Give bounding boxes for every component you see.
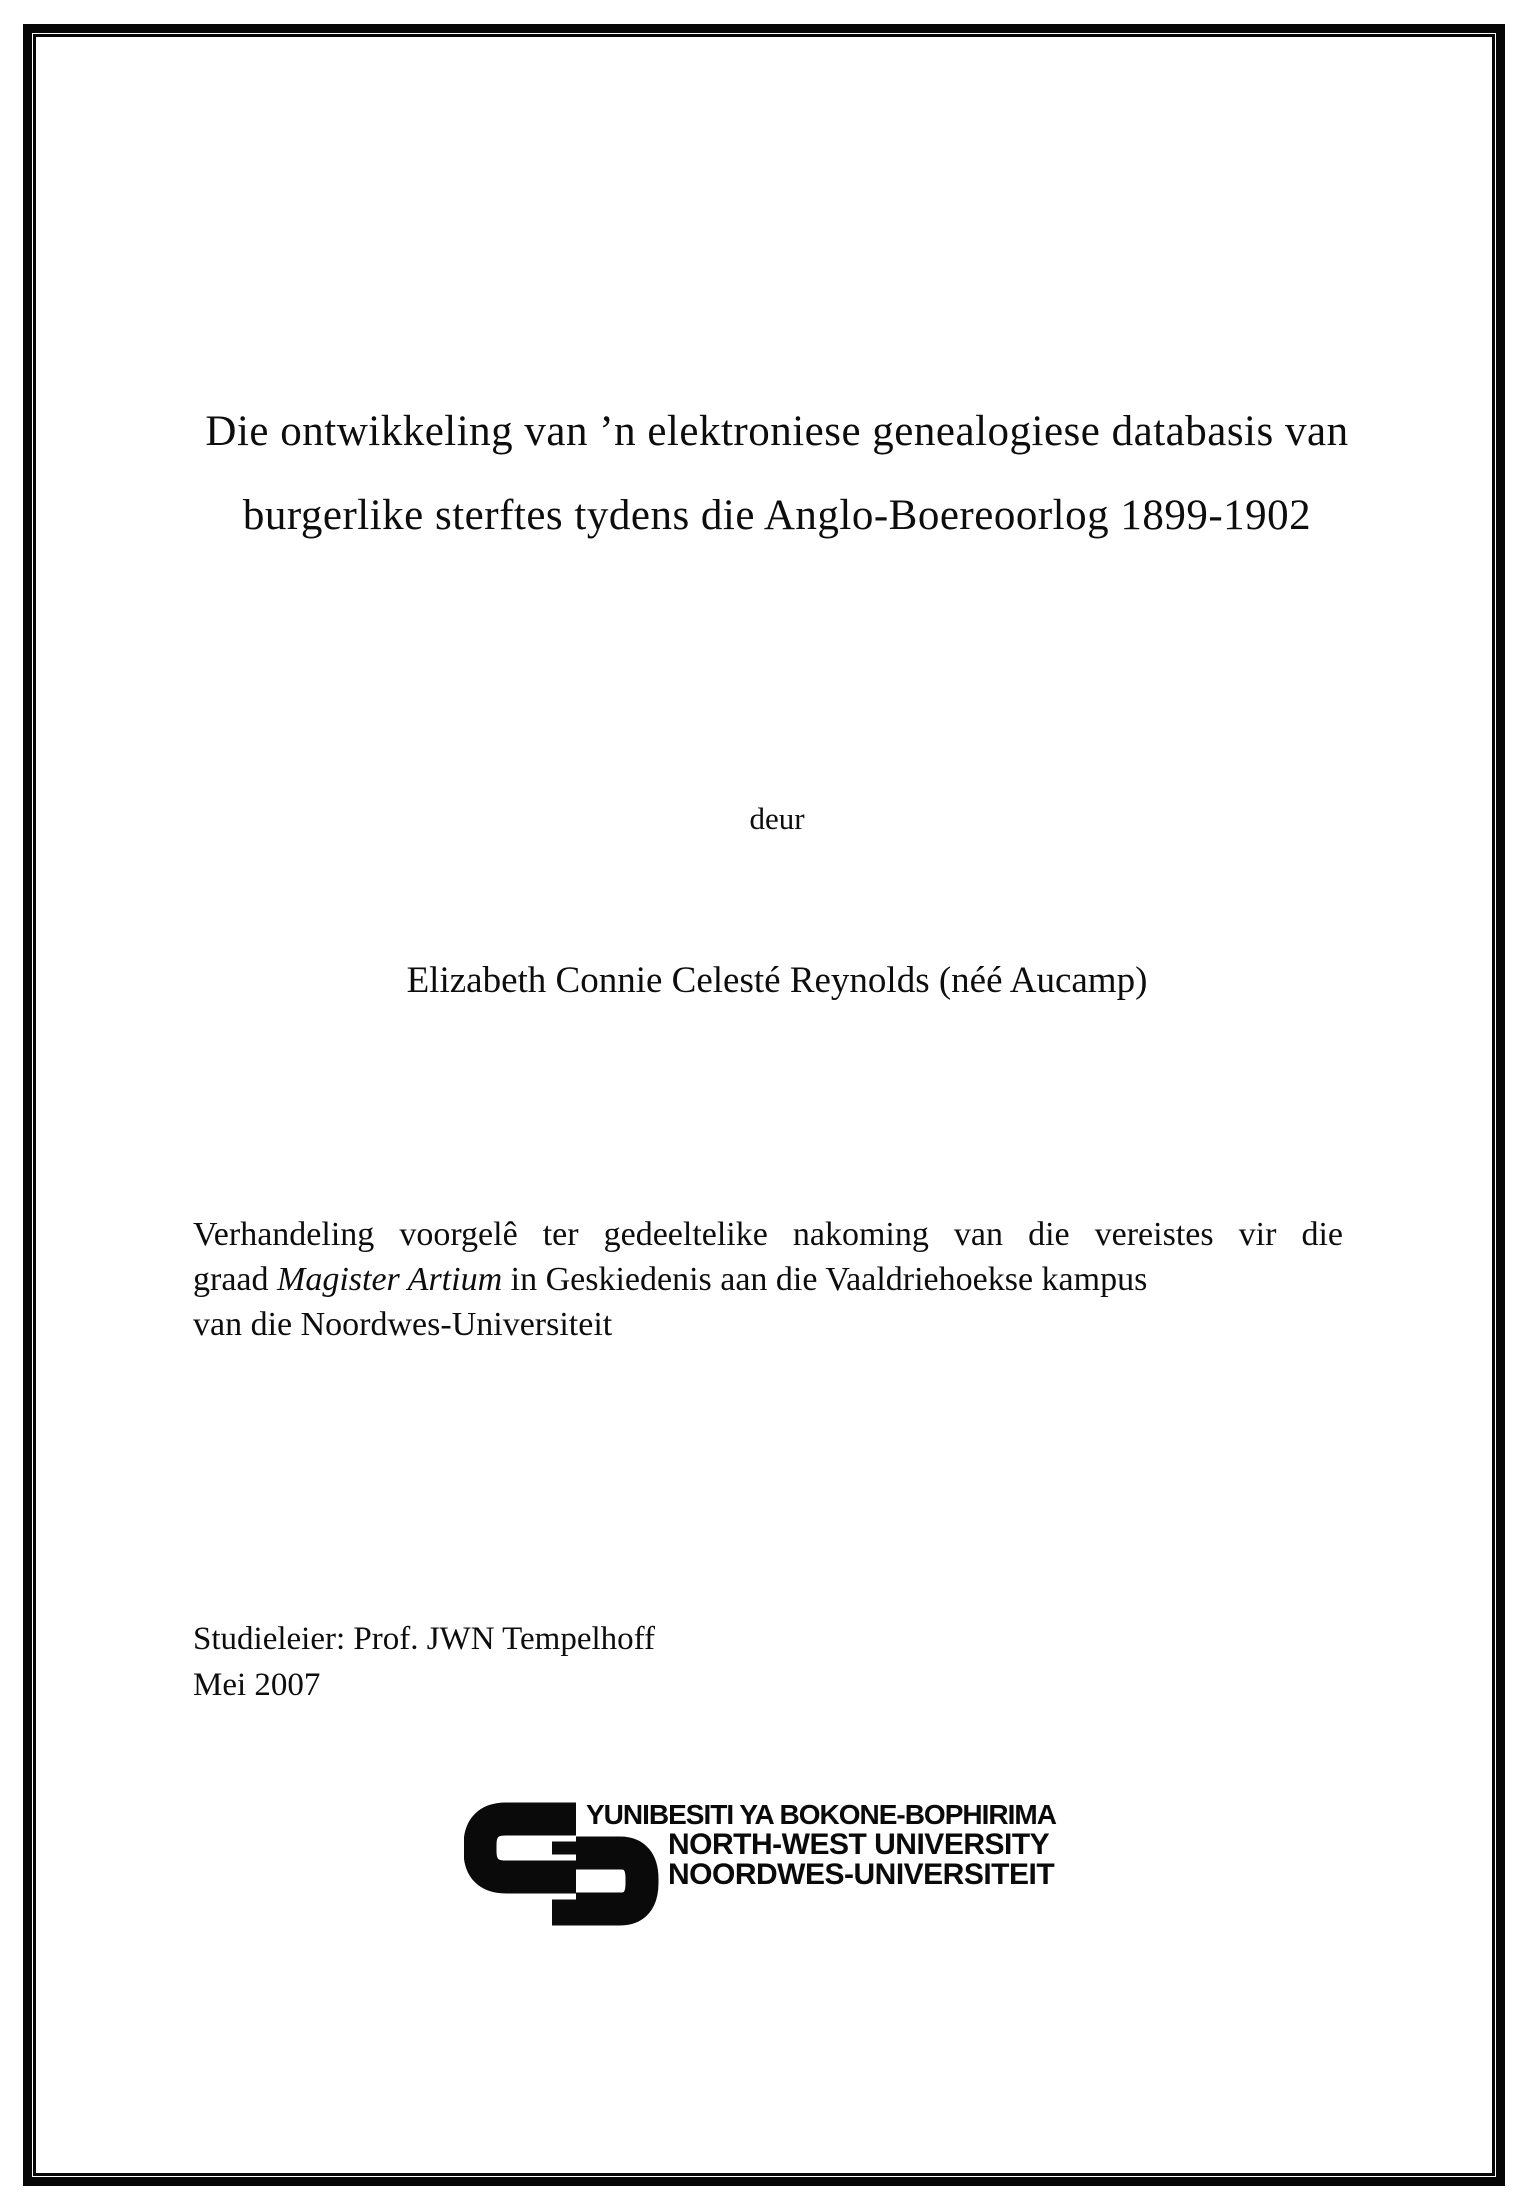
statement-line2	[193, 1257, 1343, 1302]
logo-text-english: NORTH-WEST UNIVERSITY	[668, 1828, 1050, 1861]
byline-label: deur	[749, 801, 805, 836]
statement-line3: van die Noordwes-Universiteit	[193, 1306, 613, 1343]
thesis-title-line1: Die ontwikkeling van ’n elektroniese genealogiese databasis van	[205, 408, 1349, 455]
statement-degree-name: Magister Artium	[277, 1261, 503, 1298]
supervisor-block	[193, 1616, 655, 1708]
thesis-title-line2: burgerlike sterftes tydens die Anglo-Boereoorlog 1899-1902	[242, 492, 1312, 539]
date-line: Mei 2007	[193, 1667, 321, 1703]
statement-line1: Verhandeling voorgelê ter gedeeltelike nakoming van die vereistes vir die	[193, 1216, 1343, 1253]
thesis-title	[27, 390, 1527, 558]
statement-line2-prefix: graad	[193, 1261, 269, 1298]
logo-text-setswana: YUNIBESITI YA BOKONE-BOPHIRIMA	[586, 1799, 1056, 1830]
logo-text-afrikaans: NOORDWES-UNIVERSITEIT	[668, 1858, 1055, 1891]
statement-line2-suffix: in Geskiedenis aan die Vaaldriehoekse kampus	[510, 1261, 1148, 1298]
supervisor-line: Studieleier: Prof. JWN Tempelhoff	[193, 1621, 656, 1657]
thesis-statement	[193, 1212, 1343, 1347]
author-name: Elizabeth Connie Celesté Reynolds (néé Aucamp)	[406, 960, 1148, 1001]
university-logo-text	[586, 1800, 1056, 1890]
